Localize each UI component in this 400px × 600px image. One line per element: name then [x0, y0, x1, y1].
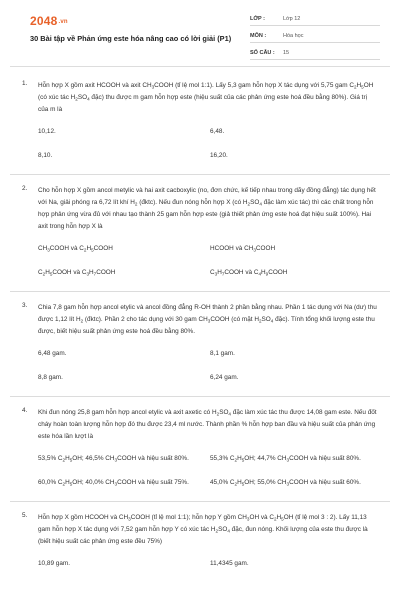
question-divider	[10, 396, 390, 397]
answer-option[interactable]: 6,24 gam.	[210, 374, 239, 381]
document-header	[0, 0, 400, 60]
question-1	[0, 80, 400, 174]
answer-option[interactable]: 8,1 gam.	[210, 350, 235, 357]
answer-option[interactable]: 6,48 gam.	[38, 350, 67, 357]
answer-option[interactable]: $CH_3COOH$ và $C_2H_5COOH$	[38, 245, 113, 253]
answer-option[interactable]: 10,89 gam.	[38, 560, 70, 567]
answer-option[interactable]: 55,3% $C_2H_5OH$; 44,7% $CH_3COOH$ và hiệu suất 80%.	[210, 455, 361, 463]
answer-option[interactable]: 8,10.	[38, 152, 53, 159]
answer-option[interactable]: HCOOH và $CH_3COOH$	[210, 245, 276, 253]
meta-row-class	[250, 12, 380, 26]
answer-options	[38, 348, 378, 396]
question-divider	[10, 174, 390, 175]
question-2	[0, 185, 400, 291]
header-divider	[10, 66, 390, 67]
question-divider	[10, 501, 390, 502]
answer-option[interactable]: 53,5% $C_2H_5OH$; 46,5% $CH_3COOH$ và hiệu suất 80%.	[38, 455, 189, 463]
answer-option[interactable]: $C_3H_7COOH$ và $C_4H_9COOH$	[210, 269, 288, 277]
meta-box	[250, 12, 380, 63]
meta-value: Hóa học	[283, 32, 304, 39]
meta-value: Lớp 12	[283, 15, 301, 22]
answer-option[interactable]: 8,8 gam.	[38, 374, 63, 381]
meta-label: SỐ CÂU :	[250, 49, 275, 56]
question-5	[0, 512, 400, 582]
site-logo[interactable]	[30, 14, 68, 28]
question-text: Khi đun nóng 25,8 gam hỗn hợp ancol etylic và axit axetic có $H_2SO_4$ đặc làm xúc tác thu được 14,08 gam este. Nếu đốt cháy hoàn toàn lượng hỗn hợp đó thu được 23,4 ml nước. Thành phần % hỗn hợp ban đầu và hiệu suất của phản ứng este hóa lần lượt là	[38, 409, 377, 440]
question-3	[0, 302, 400, 396]
question-text: Hỗn hợp X gồm HCOOH và $CH_3COOH$ (tỉ lệ mol 1:1); hỗn hợp Y gồm $CH_3OH$ và $C_2H_5OH$ (tỉ lệ mol 3 : 2). Lấy 11,13 gam hỗn hợp X tác dụng với 7,52 gam hỗn hợp Y có xúc tác $H_2SO_4$ đặc, đun nóng. Khối lượng của este thu được là (biết hiệu suất các phản ứng este đều 75%)	[38, 514, 368, 545]
question-divider	[10, 291, 390, 292]
question-number: 5.	[22, 512, 28, 519]
page-title: 30 Bài tập về Phản ứng este hóa nâng cao có lời giải (P1)	[30, 34, 232, 43]
question-number: 4.	[22, 407, 28, 414]
answer-option[interactable]: 60,0% $C_2H_5OH$; 40,0% $CH_3COOH$ và hiệu suất 75%.	[38, 479, 189, 487]
meta-value: 15	[283, 49, 290, 56]
question-text: Chia 7,8 gam hỗn hợp ancol etylic và ancol đồng đẳng R-OH thành 2 phần bằng nhau. Phần 1 tác dụng với Na (dư) thu được 1,12 lít $H_2$ (đktc). Phần 2 cho tác dụng với 30 gam $CH_3COOH$ (có mặt $H_2SO_4$ đặc). Tính tổng khối lượng este thu được, biết hiệu suất phản ứng este hoá đều bằng 80%.	[38, 304, 377, 335]
question-number: 3.	[22, 302, 28, 309]
question-number: 1.	[22, 80, 28, 87]
answer-option[interactable]: 16,20.	[210, 152, 228, 159]
meta-label: MÔN :	[250, 32, 267, 39]
meta-row-subject	[250, 29, 380, 43]
question-text: Cho hỗn hợp X gồm ancol metylic và hai axit cacboxylic (no, đơn chức, kế tiếp nhau trong dãy đồng đẳng) tác dụng hết với Na, giải phóng ra 6,72 lít khí $H_2$ (đktc). Nếu đun nóng hỗn hợp X (có $H_2SO_4$ đặc làm xúc tác) thì các chất trong hỗn hợp phản ứng vừa đủ với nhau tạo thành 25 gam hỗn hợp este (giả thiết phản ứng este hoá đạt hiệu suất 100%). Hai axit trong hỗn hợp X là	[38, 187, 376, 230]
question-number: 2.	[22, 185, 28, 192]
answer-options	[38, 126, 378, 174]
answer-option[interactable]: 11,4345 gam.	[210, 560, 249, 567]
answer-options	[38, 453, 378, 501]
question-text: Hỗn hợp X gồm axit HCOOH và axit $CH_3COOH$ (tỉ lệ mol 1:1). Lấy 5,3 gam hỗn hợp X tác dụng với 5,75 gam $C_2H_5OH$ (có xúc tác $H_2SO_4$ đặc) thu được m gam hỗn hợp este (hiệu suất của các phản ứng este hoá đều bằng 80%). Giá trị của m là	[38, 82, 374, 113]
logo-suffix: .vn	[58, 18, 68, 25]
logo-text: 2048	[30, 14, 58, 28]
meta-row-count	[250, 46, 380, 60]
answer-option[interactable]: 45,0% $C_2H_5OH$; 55,0% $CH_3COOH$ và hiệu suất 60%.	[210, 479, 361, 487]
answer-option[interactable]: 10,12.	[38, 128, 56, 135]
answer-options	[38, 558, 378, 582]
question-4	[0, 407, 400, 501]
answer-option[interactable]: 6,48.	[210, 128, 225, 135]
meta-label: LỚP :	[250, 15, 265, 22]
answer-option[interactable]: $C_2H_5COOH$ và $C_3H_7COOH$	[38, 269, 116, 277]
answer-options	[38, 243, 378, 291]
question-list	[0, 80, 400, 582]
